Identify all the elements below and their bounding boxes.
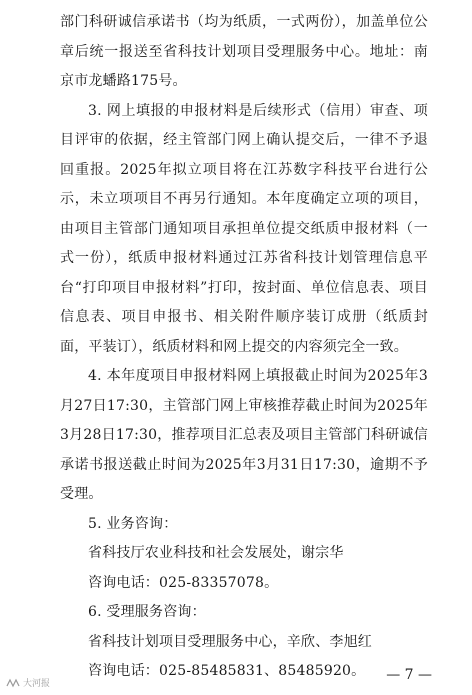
contact-6-heading: 6. 受理服务咨询： — [88, 604, 206, 620]
contact-5-phone: 咨询电话：025-83357078。 — [88, 574, 279, 591]
contact-6-org: 省科技计划项目受理服务中心，辛欣、李旭红 — [88, 633, 372, 650]
page-number: — 7 — — [386, 667, 432, 683]
paragraph-item-3: 3. 网上填报的申报材料是后续形式（信用）审查、项目评审的依据，经主管部门网上确认提交后，一律不予退回重报。2025年拟立项目将在江苏数字科技平台进行公示，未立项项目不再另行通知。本年度确定立项的项目，由项目主管部门通知项目承担单位提交纸质申报材料（一式一份），纸质申报材料通过江苏省科技计划管理信息平台“打印项目申报材料”打印，按封面、单位信息表、项目信息表、项目申报书、相关附件顺序装订成册（纸质封面，平装订），纸质材料和网上提交的内容须完全一致。 — [60, 102, 428, 355]
watermark-logo-icon — [6, 678, 20, 688]
paragraph-continuation: 部门科研诚信承诺书（均为纸质，一式两份），加盖单位公章后统一报送至省科技计划项目受理服务中心。地址：南京市龙蟠路175号。 — [60, 14, 428, 89]
watermark — [6, 676, 50, 689]
contact-5-heading: 5. 业务咨询： — [88, 515, 178, 532]
watermark-text: 大河报 — [23, 679, 51, 689]
paragraph-item-4: 4. 本年度项目申报材料网上填报截止时间为2025年3月27日17:30，主管部门网上审核推荐截止时间为2025年3月28日17:30，推荐项目汇总表及项目主管部门科研诚信承诺书报送截止时间为2025年3月31日17:30，逾期不予受理。 — [60, 368, 428, 502]
contact-6-phone: 咨询电话：025-85485831、85485920。 — [88, 663, 366, 679]
contact-5-org: 省科技厅农业科技和社会发展处，谢宗华 — [88, 545, 344, 561]
document-body — [60, 8, 428, 687]
